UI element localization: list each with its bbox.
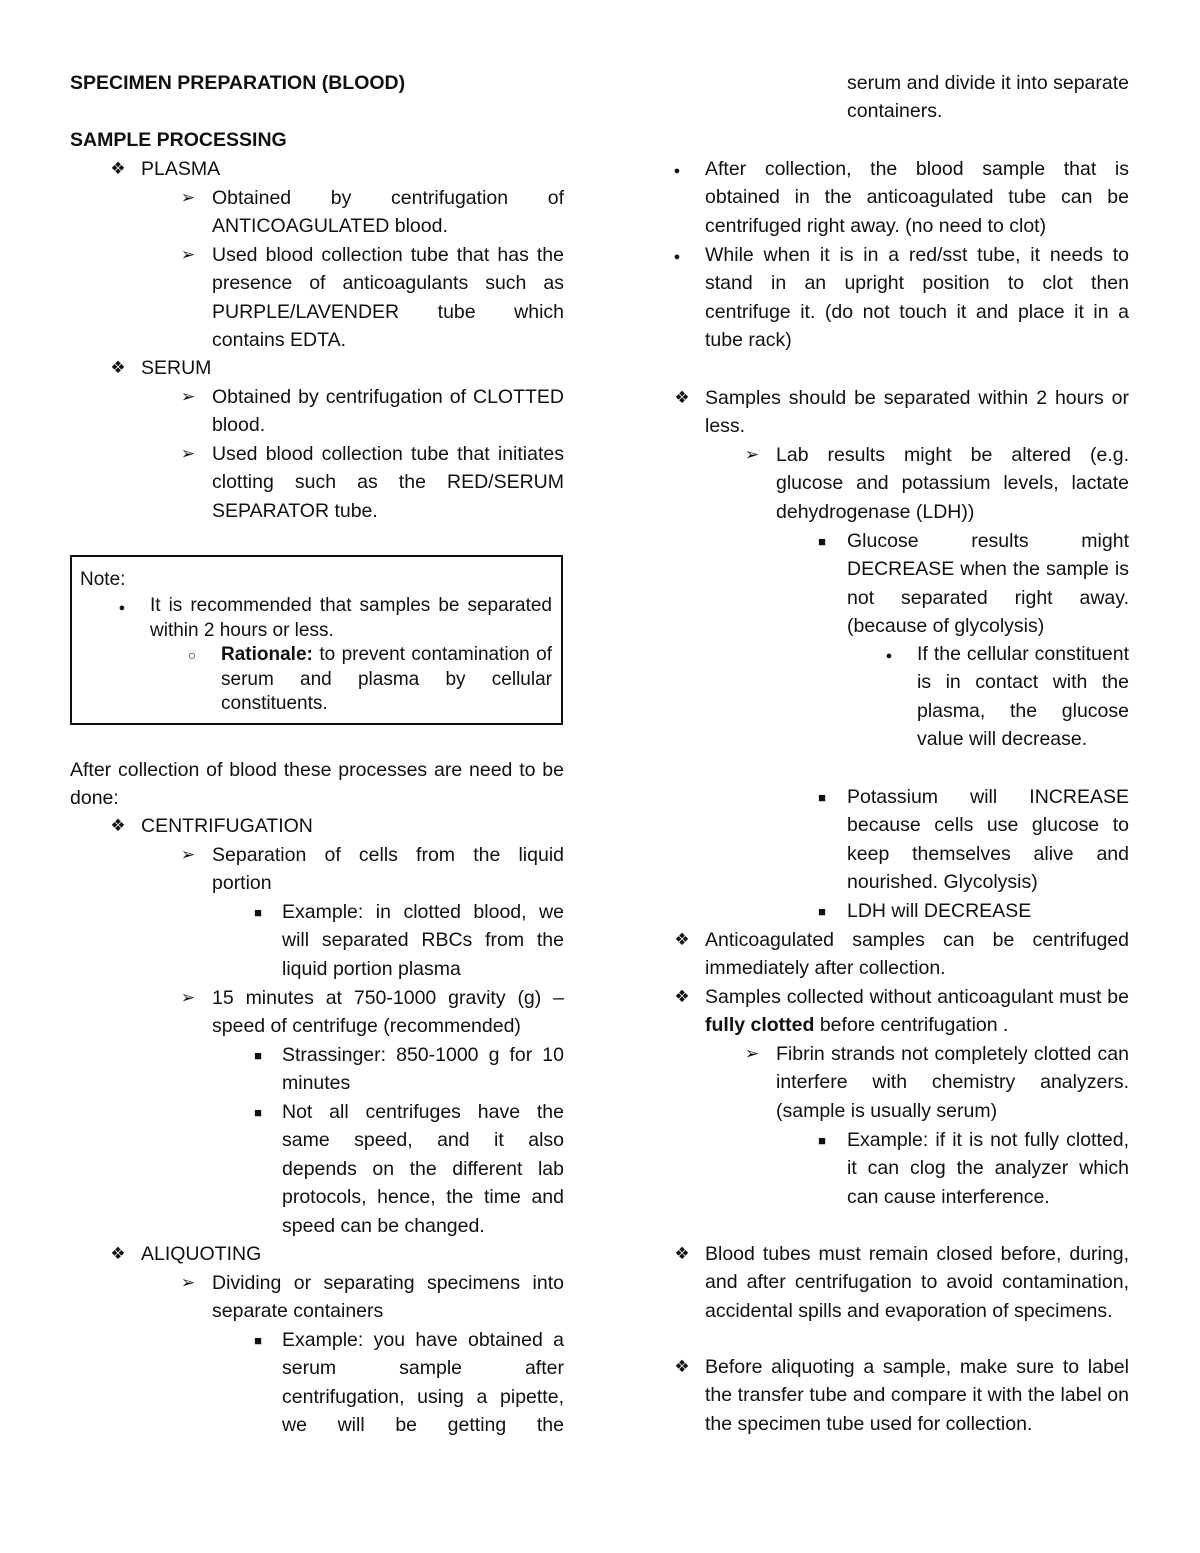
cellular-constituent-note: If the cellular constituent is in contact with the plasma, the glucose value will decrease. <box>917 643 1129 751</box>
arrow-bullet-icon <box>176 440 200 468</box>
arrow-bullet-icon <box>176 383 200 411</box>
square-bullet-icon <box>810 897 834 926</box>
separation-time-note: Samples should be separated within 2 hours or less. <box>705 387 1129 438</box>
note-item: It is recommended that samples be separated within 2 hours or less. <box>150 595 552 641</box>
arrow-bullet-icon <box>740 1040 764 1068</box>
strassinger-note: Strassinger: 850-1000 g for 10 minutes <box>282 1044 564 1095</box>
section-heading: SAMPLE PROCESSING <box>70 129 287 151</box>
aliquoting-example: Example: you have obtained a serum sample after centrifugation, using a pipette, we will be getting the <box>282 1329 564 1437</box>
plasma-label: PLASMA <box>141 158 221 180</box>
ldh-decrease: LDH will DECREASE <box>847 900 1032 922</box>
page-title: SPECIMEN PREPARATION (BLOOD) <box>70 72 406 94</box>
fibrin-strands-note: Fibrin strands not completely clotted can interfere with chemistry analyzers. (sample is usually serum) <box>776 1043 1129 1122</box>
anticoagulated-tube-note: After collection, the blood sample that is obtained in the anticoagulated tube can be centrifuged right away. (no need to clot) <box>705 158 1129 237</box>
centrifugation-label: CENTRIFUGATION <box>141 815 313 837</box>
centrifugation-point-2: 15 minutes at 750-1000 gravity (g) – speed of centrifuge (recommended) <box>212 987 564 1038</box>
square-bullet-icon <box>810 527 834 556</box>
plasma-point-2: Used blood collection tube that has the presence of anticoagulants such as PURPLE/LAVENDER tube which contains EDTA. <box>212 244 564 352</box>
after-collection-intro: After collection of blood these processes are need to be done: <box>70 759 564 810</box>
diamond-bullet-icon <box>670 926 694 954</box>
circle-bullet-icon <box>180 643 204 668</box>
label-transfer-tube-note: Before aliquoting a sample, make sure to label the transfer tube and compare it with the label on the specimen tube used for collection. <box>705 1356 1129 1435</box>
note-label: Note: <box>80 569 126 590</box>
diamond-bullet-icon <box>670 384 694 412</box>
serum-point-2: Used blood collection tube that initiates clotting such as the RED/SERUM SEPARATOR tube. <box>212 443 564 522</box>
note-box <box>70 555 563 725</box>
square-bullet-icon <box>810 1126 834 1155</box>
arrow-bullet-icon <box>176 1269 200 1297</box>
serum-point-1: Obtained by centrifugation of CLOTTED blood. <box>212 386 564 437</box>
diamond-bullet-icon <box>106 812 130 840</box>
note-rationale <box>221 643 552 717</box>
fully-clotted-bold: fully clotted <box>705 1014 815 1037</box>
arrow-bullet-icon <box>176 841 200 869</box>
serum-label: SERUM <box>141 357 212 379</box>
arrow-bullet-icon <box>176 984 200 1012</box>
analyzer-clog-example: Example: if it is not fully clotted, it can clog the analyzer which can cause interference. <box>847 1129 1129 1208</box>
lab-results-altered: Lab results might be altered (e.g. glucose and potassium levels, lactate dehydrogenase (LDH)) <box>776 444 1129 523</box>
arrow-bullet-icon <box>176 184 200 212</box>
diamond-bullet-icon <box>106 155 130 183</box>
arrow-bullet-icon <box>740 441 764 469</box>
centrifugation-point-1: Separation of cells from the liquid portion <box>212 844 564 895</box>
square-bullet-icon <box>246 1098 270 1127</box>
aliquoting-example-continued: serum and divide it into separate containers. <box>847 72 1129 123</box>
glucose-decrease: Glucose results might DECREASE when the sample is not separated right away. (because of glycolysis) <box>847 530 1129 638</box>
diamond-bullet-icon <box>106 1240 130 1268</box>
dot-bullet-icon <box>665 241 689 271</box>
square-bullet-icon <box>246 1326 270 1355</box>
square-bullet-icon <box>246 1041 270 1070</box>
potassium-increase: Potassium will INCREASE because cells use glucose to keep themselves alive and nourished. Glycolysis) <box>847 786 1129 894</box>
dot-bullet-icon <box>110 594 134 621</box>
square-bullet-icon <box>810 783 834 812</box>
dot-bullet-icon <box>665 155 689 185</box>
anticoagulated-samples-note: Anticoagulated samples can be centrifuged immediately after collection. <box>705 929 1129 980</box>
diamond-bullet-icon <box>106 354 130 382</box>
dot-bullet-icon <box>877 640 901 670</box>
diamond-bullet-icon <box>670 1240 694 1268</box>
centrifugation-example: Example: in clotted blood, we will separated RBCs from the liquid portion plasma <box>282 901 564 980</box>
fully-clotted-post: before centrifugation . <box>814 1014 1009 1037</box>
rationale-label: Rationale: <box>221 644 313 665</box>
fully-clotted-note <box>705 983 1129 1040</box>
aliquoting-point-1: Dividing or separating specimens into separate containers <box>212 1272 564 1323</box>
centrifuge-speed-note: Not all centrifuges have the same speed, and it also depends on the different lab protocols, hence, the time and speed can be changed. <box>282 1101 564 1237</box>
plasma-point-1: Obtained by centrifugation of ANTICOAGULATED blood. <box>212 187 564 238</box>
rationale-text: to prevent contamination of serum and plasma by cellular constituents. <box>221 644 553 715</box>
diamond-bullet-icon <box>670 1353 694 1381</box>
square-bullet-icon <box>246 898 270 927</box>
arrow-bullet-icon <box>176 241 200 269</box>
red-sst-tube-note: While when it is in a red/sst tube, it needs to stand in an upright position to clot then centrifuge it. (do not touch it and place it in a tube rack) <box>705 244 1129 352</box>
diamond-bullet-icon <box>670 983 694 1011</box>
tubes-closed-note: Blood tubes must remain closed before, during, and after centrifugation to avoid contamination, accidental spills and evaporation of specimens. <box>705 1243 1129 1322</box>
aliquoting-label: ALIQUOTING <box>141 1243 262 1265</box>
fully-clotted-pre: Samples collected without anticoagulant must be <box>705 986 1129 1008</box>
